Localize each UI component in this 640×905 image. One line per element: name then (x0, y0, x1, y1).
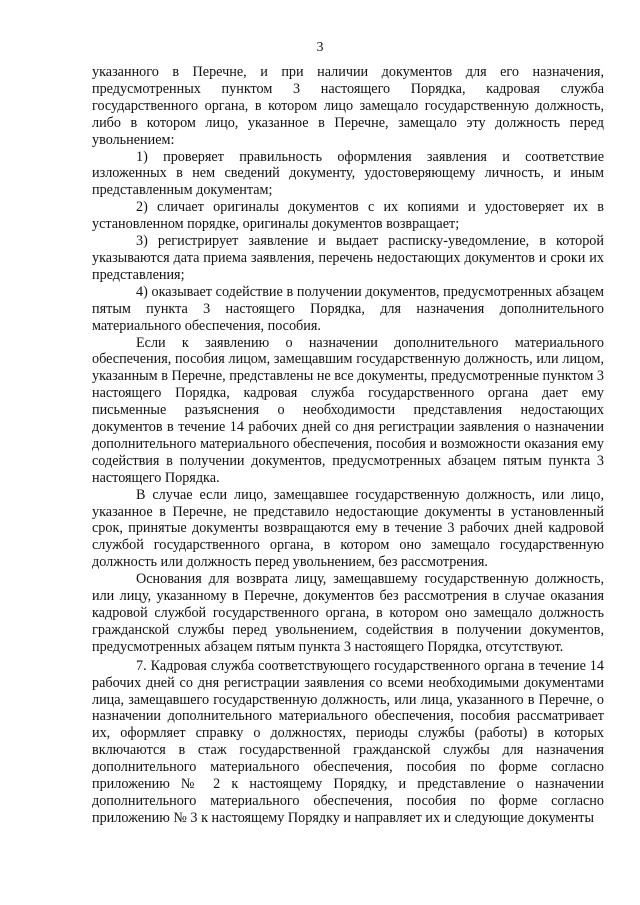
page-number: 3 (316, 40, 324, 55)
paragraph-item-3: 3) регистрирует заявление и выдает расписку-уведомление, в которой указываются дата приема заявления, перечень недостающих документов и сроки их представления; (92, 233, 604, 283)
paragraph-return-documents: В случае если лицо, замещавшее государственную должность, или лицо, указанное в Перечне, не представило недостающие документы в установленный срок, принятые документы возвращаются ему в течение 3 рабочих дней кадровой службой государственного органа, в котором оно замещало государственную должность или должность перед увольнением, без рассмотрения. (92, 486, 604, 571)
paragraph-item-4: 4) оказывает содействие в получении документов, предусмотренных абзацем пятым пункта 3 настоящего Порядка, для назначения дополнительного материального обеспечения, пособия. (92, 283, 604, 334)
document-body (92, 64, 604, 827)
paragraph-continuation: указанного в Перечне, и при наличии документов для его назначения, предусмотренных пунктом 3 настоящего Порядка, кадровая служба государственного органа, в котором лицо замещало государственную должность, либо в котором лицо, указанное в Перечне, замещало эту должность перед увольнением: (92, 64, 604, 148)
paragraph-item-2: 2) сличает оригиналы документов с их копиями и удостоверяет их в установленном порядке, оригиналы документов возвращает; (92, 199, 604, 233)
paragraph-item-1: 1) проверяет правильность оформления заявления и соответствие изложенных в нем сведений документу, удостоверяющему личность, и иным представленным документам; (92, 148, 604, 199)
paragraph-incomplete-documents: Если к заявлению о назначении дополнительного материального обеспечения, пособия лицом, замещавшим государственную должность, или лицом, указанным в Перечне, представлены не все документы, предусмотренные пунктом 3 настоящего Порядка, кадровая служба государственного органа дает ему письменные разъяснения о необходимости представления недостающих документов в течение 14 рабочих дней со дня регистрации заявления о назначении дополнительного материального обеспечения, пособия и возможности оказания ему содействия в получении документов, предусмотренных абзацем пятым пункта 3 настоящего Порядка. (92, 334, 604, 486)
paragraph-section-7: 7. Кадровая служба соответствующего государственного органа в течение 14 рабочих дней со дня регистрации заявления со всеми необходимыми документами лица, замещавшего государственную должность, или лица, указанного в Перечне, о назначении дополнительного материального обеспечения, пособия рассматривает их, оформляет справку о должностях, периоды службы (работы) в которых включаются в стаж государственной гражданской службы для назначения дополнительного материального обеспечения, пособия по форме согласно приложению № 2 к настоящему Порядку, и представление о назначении дополнительного материального обеспечения, пособия по форме согласно приложению № 3 к настоящему Порядку и направляет их и следующие документы (92, 657, 604, 826)
paragraph-return-grounds: Основания для возврата лицу, замещавшему государственную должность, или лицу, указанному в Перечне, документов без рассмотрения в случае оказания кадровой службой государственного органа, в котором оно замещало должность гражданской службы перед увольнением, содействия в получении документов, предусмотренных абзацем пятым пункта 3 настоящего Порядка, отсутствуют. (92, 571, 604, 655)
